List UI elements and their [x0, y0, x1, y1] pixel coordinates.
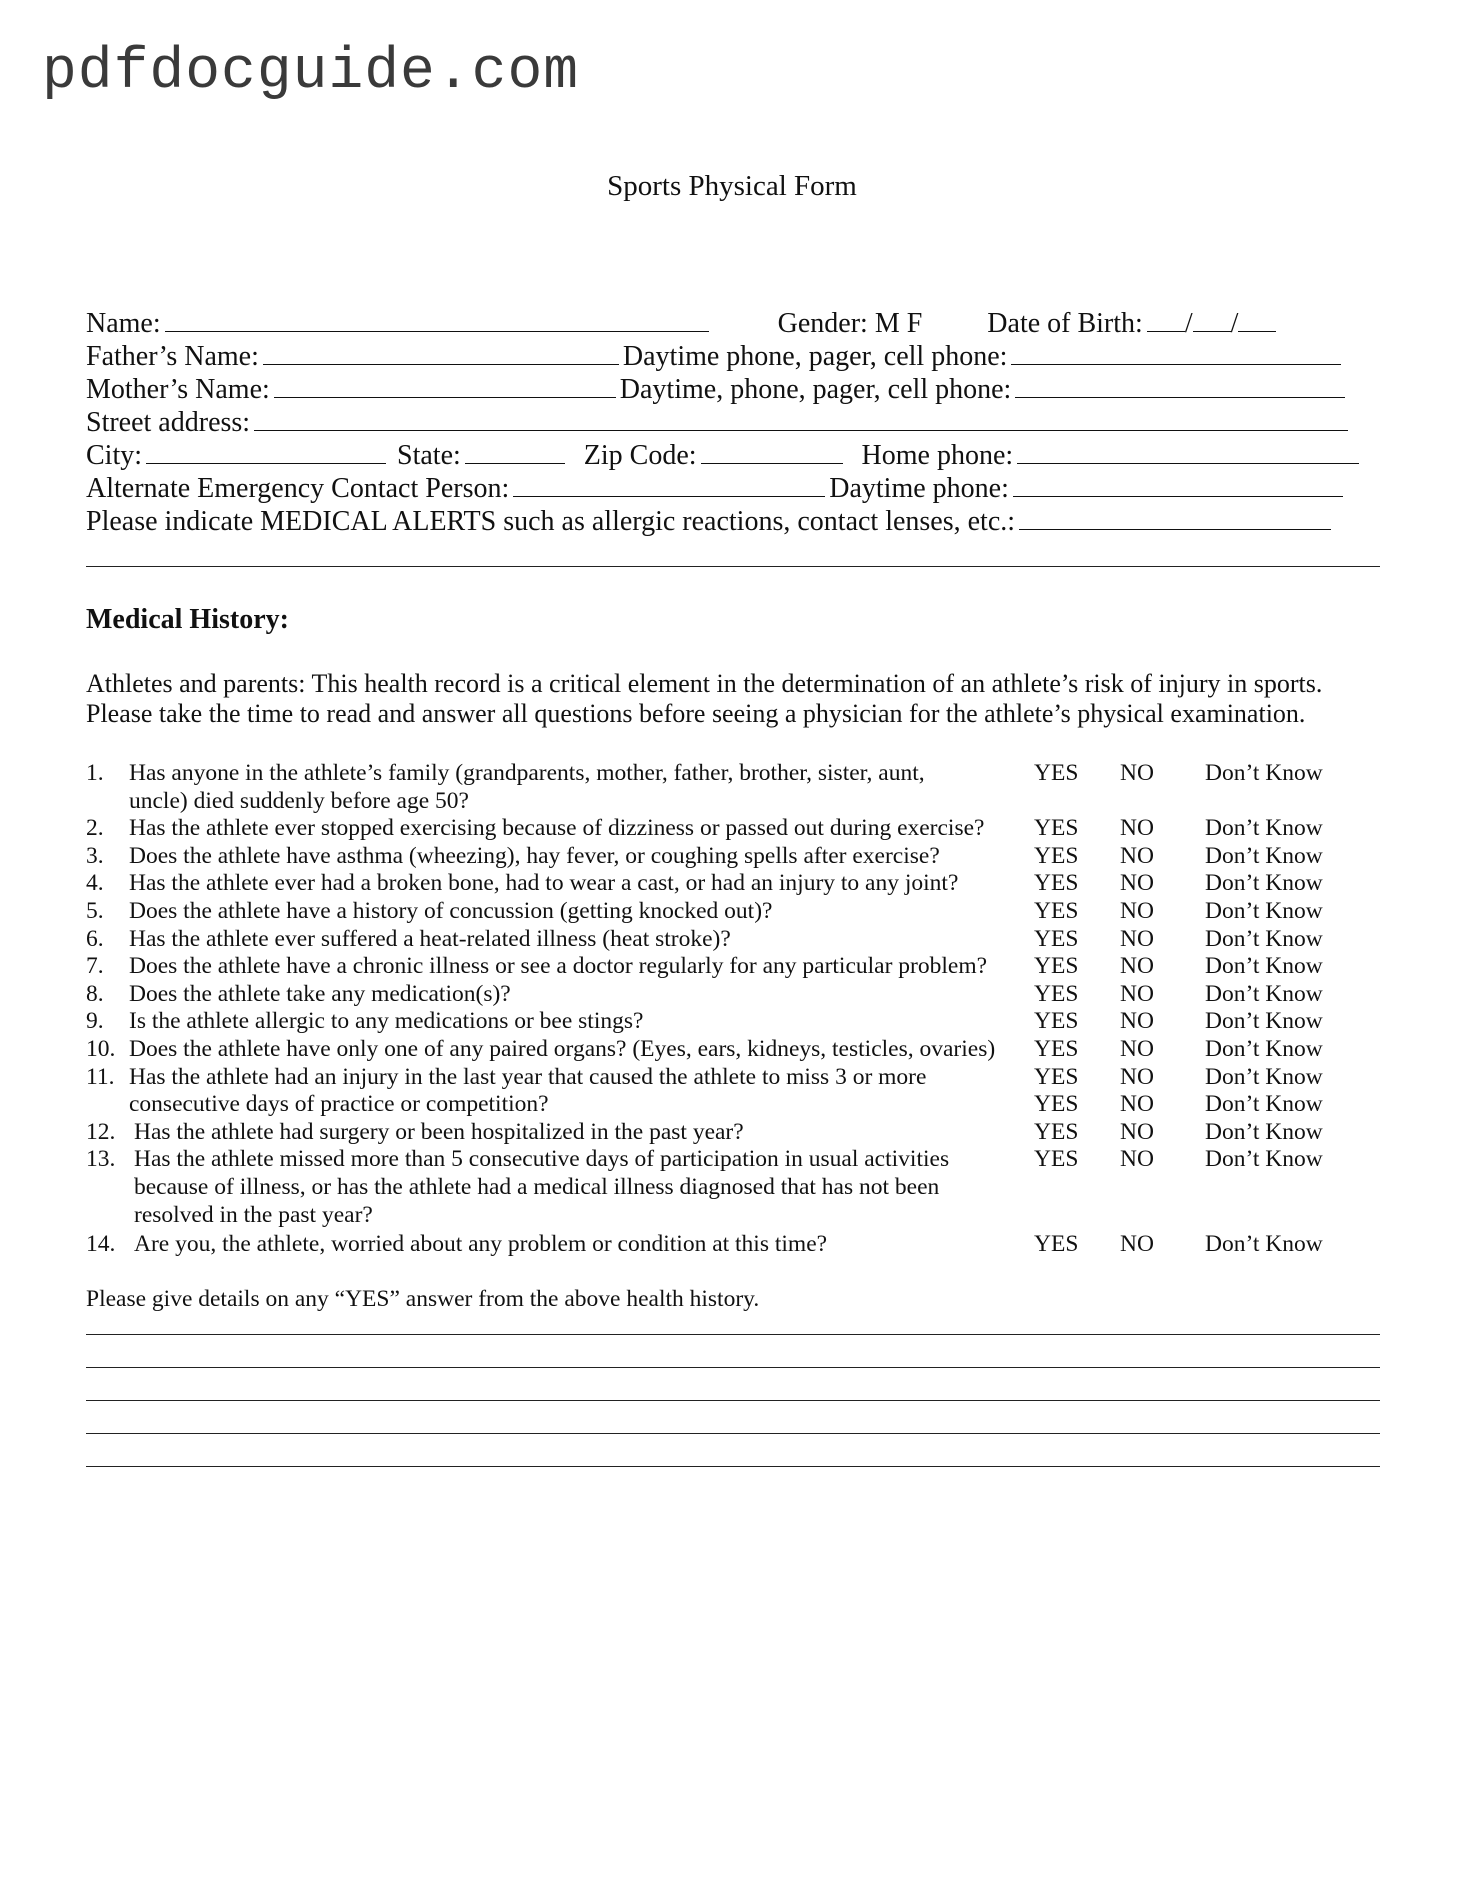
answer-dont-know[interactable]: Don’t Know — [1205, 925, 1323, 952]
answer-yes[interactable]: YES — [1034, 898, 1079, 924]
question-number: 9. — [86, 1008, 104, 1035]
home-phone-field[interactable] — [1017, 441, 1359, 464]
answer-no[interactable]: NO — [1120, 1146, 1154, 1173]
details-line[interactable] — [86, 1433, 1380, 1434]
state-label: State: — [397, 440, 461, 471]
answer-yes[interactable]: YES — [1034, 925, 1079, 952]
answer-dont-know[interactable]: Don’t Know — [1205, 1091, 1323, 1118]
question-number: 12. — [86, 1118, 116, 1145]
question-text: Has the athlete ever stopped exercising because of dizziness or passed out during exercise? — [129, 815, 985, 842]
alerts-field[interactable] — [1019, 507, 1331, 530]
medical-history-heading: Medical History: — [86, 604, 289, 635]
answer-yes[interactable]: YES — [1034, 870, 1079, 897]
intro-line-1: Athletes and parents: This health record is a critical element in the determination of an athlete’s risk of injury in sports. — [86, 669, 1323, 698]
question-text: consecutive days of practice or competition? — [129, 1091, 549, 1118]
city-row — [86, 441, 1363, 470]
alt-contact-row — [86, 474, 1347, 503]
mother-phone-label: Daytime, phone, pager, cell phone: — [619, 374, 1012, 405]
answer-dont-know[interactable]: Don’t Know — [1205, 815, 1323, 842]
answer-no[interactable]: NO — [1120, 815, 1154, 842]
zip-label: Zip Code: — [583, 440, 697, 471]
answer-yes[interactable]: YES — [1034, 1008, 1079, 1035]
answer-no[interactable]: NO — [1120, 870, 1154, 897]
state-field[interactable] — [465, 441, 565, 464]
question-number: 8. — [86, 980, 104, 1007]
answer-no[interactable]: NO — [1120, 953, 1154, 980]
question-text: Does the athlete have a history of concussion (getting knocked out)? — [129, 898, 773, 924]
question-number: 5. — [86, 898, 104, 924]
details-line[interactable] — [86, 1400, 1380, 1401]
question-text: resolved in the past year? — [134, 1201, 373, 1228]
details-line[interactable] — [86, 1367, 1380, 1368]
answer-dont-know[interactable]: Don’t Know — [1205, 898, 1323, 924]
question-number: 2. — [86, 815, 104, 842]
answer-dont-know[interactable]: Don’t Know — [1205, 953, 1323, 980]
answer-dont-know[interactable]: Don’t Know — [1205, 1118, 1323, 1145]
answer-yes[interactable]: YES — [1034, 1230, 1079, 1257]
alt-contact-field[interactable] — [513, 474, 825, 497]
question-number: 1. — [86, 760, 104, 786]
dob-label: Date of Birth: — [987, 308, 1143, 339]
question-text: Has the athlete ever suffered a heat-related illness (heat stroke)? — [129, 925, 731, 952]
question-text: Has the athlete had surgery or been hospitalized in the past year? — [134, 1118, 744, 1145]
gender-label[interactable]: Gender: M F — [777, 308, 923, 339]
answer-dont-know[interactable]: Don’t Know — [1205, 1063, 1323, 1090]
home-phone-label: Home phone: — [861, 440, 1014, 471]
question-text: because of illness, or has the athlete had a medical illness diagnosed that has not been — [134, 1174, 940, 1200]
mother-label: Mother’s Name: — [86, 374, 270, 405]
answer-no[interactable]: NO — [1120, 1063, 1154, 1090]
question-number: 4. — [86, 870, 104, 897]
alerts-extra-line[interactable] — [86, 566, 1380, 567]
answer-dont-know[interactable]: Don’t Know — [1205, 842, 1323, 869]
question-number: 6. — [86, 925, 104, 952]
question-text: Does the athlete have a chronic illness or see a doctor regularly for any particular problem? — [129, 953, 988, 980]
question-number: 14. — [86, 1230, 116, 1257]
alt-phone-field[interactable] — [1013, 474, 1343, 497]
question-text: Does the athlete have only one of any paired organs? (Eyes, ears, kidneys, testicles, ovaries) — [129, 1036, 996, 1062]
dob-year-field[interactable] — [1238, 309, 1276, 332]
answer-no[interactable]: NO — [1120, 1091, 1154, 1118]
answer-yes[interactable]: YES — [1034, 1091, 1079, 1118]
question-text: Does the athlete take any medication(s)? — [129, 980, 511, 1007]
street-field[interactable] — [254, 408, 1348, 431]
mother-row — [86, 375, 1349, 404]
answer-no[interactable]: NO — [1120, 1036, 1154, 1062]
answer-dont-know[interactable]: Don’t Know — [1205, 1036, 1323, 1062]
answer-yes[interactable]: YES — [1034, 953, 1079, 980]
details-line[interactable] — [86, 1334, 1380, 1335]
alerts-row — [86, 507, 1335, 536]
question-text: Has anyone in the athlete’s family (grandparents, mother, father, brother, sister, aunt, — [129, 760, 925, 786]
question-number: 3. — [86, 842, 104, 869]
question-number: 11. — [86, 1063, 115, 1090]
mother-name-field[interactable] — [274, 375, 616, 398]
dob-month-field[interactable] — [1147, 309, 1185, 332]
question-number: 13. — [86, 1146, 116, 1173]
answer-no[interactable]: NO — [1120, 980, 1154, 1007]
father-row — [86, 342, 1345, 371]
answer-dont-know[interactable]: Don’t Know — [1205, 980, 1323, 1007]
answer-yes[interactable]: YES — [1034, 1118, 1079, 1145]
question-text: Has the athlete had an injury in the last year that caused the athlete to miss 3 or more — [129, 1063, 927, 1090]
street-row — [86, 408, 1352, 437]
answer-no[interactable]: NO — [1120, 1230, 1154, 1257]
father-phone-label: Daytime phone, pager, cell phone: — [622, 341, 1008, 372]
answer-dont-know[interactable]: Don’t Know — [1205, 1146, 1323, 1173]
answer-no[interactable]: NO — [1120, 842, 1154, 869]
city-field[interactable] — [146, 441, 386, 464]
question-number: 7. — [86, 953, 104, 980]
answer-dont-know[interactable]: Don’t Know — [1205, 1008, 1323, 1035]
answer-yes[interactable]: YES — [1034, 815, 1079, 842]
name-field[interactable] — [165, 309, 709, 332]
answer-dont-know[interactable]: Don’t Know — [1205, 870, 1323, 897]
question-text: Does the athlete have asthma (wheezing), hay fever, or coughing spells after exercise? — [129, 842, 940, 869]
mother-phone-field[interactable] — [1015, 375, 1345, 398]
question-text: Are you, the athlete, worried about any problem or condition at this time? — [134, 1230, 828, 1257]
answer-yes[interactable]: YES — [1034, 980, 1079, 1007]
answer-yes[interactable]: YES — [1034, 1146, 1079, 1173]
intro-line-2: Please take the time to read and answer all questions before seeing a physician for the athlete’s physical examination. — [86, 699, 1306, 728]
question-text: Is the athlete allergic to any medications or bee stings? — [129, 1008, 644, 1035]
answer-no[interactable]: NO — [1120, 760, 1154, 786]
details-prompt: Please give details on any “YES” answer from the above health history. — [86, 1286, 760, 1312]
street-label: Street address: — [86, 407, 251, 438]
question-text: Has the athlete missed more than 5 consecutive days of participation in usual activities — [134, 1146, 950, 1173]
name-label: Name: — [86, 308, 161, 339]
city-label: City: — [86, 440, 143, 471]
alt-phone-label: Daytime phone: — [829, 473, 1009, 504]
zip-field[interactable] — [701, 441, 843, 464]
answer-no[interactable]: NO — [1120, 925, 1154, 952]
question-number: 10. — [86, 1036, 116, 1062]
answer-dont-know[interactable]: Don’t Know — [1205, 760, 1323, 786]
dob-day-field[interactable] — [1193, 309, 1231, 332]
name-row: Name: Gender: M F Date of Birth: / / — [86, 309, 1280, 338]
details-line[interactable] — [86, 1466, 1380, 1467]
father-name-field[interactable] — [263, 342, 619, 365]
answer-yes[interactable]: YES — [1034, 760, 1079, 786]
question-text: Has the athlete ever had a broken bone, had to wear a cast, or had an injury to any joint? — [129, 870, 959, 897]
question-text: uncle) died suddenly before age 50? — [129, 787, 469, 814]
alerts-label: Please indicate MEDICAL ALERTS such as allergic reactions, contact lenses, etc.: — [86, 506, 1016, 537]
answer-yes[interactable]: YES — [1034, 842, 1079, 869]
page-title: Sports Physical Form — [607, 170, 857, 202]
father-phone-field[interactable] — [1011, 342, 1341, 365]
answer-yes[interactable]: YES — [1034, 1036, 1079, 1062]
father-label: Father’s Name: — [86, 341, 259, 372]
answer-yes[interactable]: YES — [1034, 1063, 1079, 1090]
answer-no[interactable]: NO — [1120, 1008, 1154, 1035]
answer-no[interactable]: NO — [1120, 898, 1154, 924]
answer-dont-know[interactable]: Don’t Know — [1205, 1230, 1323, 1257]
answer-no[interactable]: NO — [1120, 1118, 1154, 1145]
site-watermark: pdfdocguide.com — [42, 40, 580, 105]
alt-contact-label: Alternate Emergency Contact Person: — [86, 473, 510, 504]
